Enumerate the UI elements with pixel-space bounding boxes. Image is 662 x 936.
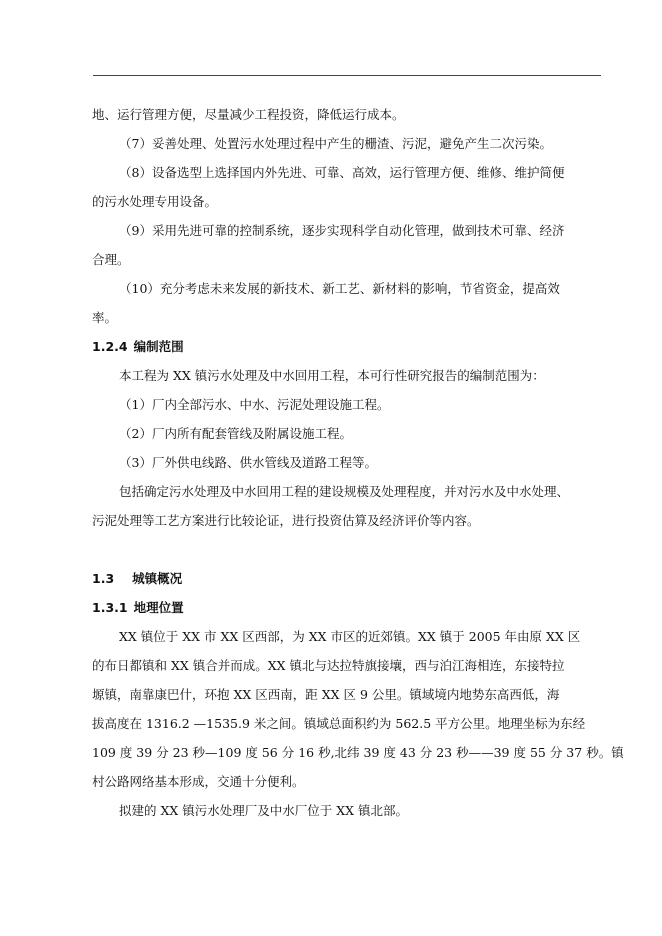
paragraph-line: （3）厂外供电线路、供水管线及道路工程等。 xyxy=(119,455,377,470)
paragraph-line: 的布日都镇和 XX 镇合并而成。XX 镇北与达拉特旗接壤，西与泊江海相连，东接特拉 xyxy=(92,658,565,673)
header-rule xyxy=(93,75,601,76)
section-heading-1-3 xyxy=(92,564,592,593)
paragraph-line: 的污水处理专用设备。 xyxy=(92,194,218,209)
paragraph-line: （7）妥善处理、处置污水处理过程中产生的栅渣、污泥，避免产生二次污染。 xyxy=(119,136,552,151)
paragraph-line: （8）设备选型上选择国内外先进、可靠、高效，运行管理方便、维修、维护简便 xyxy=(119,165,565,180)
paragraph-line: XX 镇位于 XX 市 XX 区西部，为 XX 市区的近郊镇。XX 镇于 2005 年由原 XX 区 xyxy=(119,629,581,644)
paragraph-line: 村公路网络基本形成，交通十分便利。 xyxy=(92,774,305,789)
paragraph-line: 109 度 39 分 23 秒—109 度 56 分 16 秒,北纬 39 度 43 分 23 秒——39 度 55 分 37 秒。镇 xyxy=(92,745,624,760)
paragraph-line: （10）充分考虑未来发展的新技术、新工艺、新材料的影响，节省资金，提高效 xyxy=(119,281,560,296)
section-heading-1-2-4 xyxy=(92,332,592,361)
paragraph-line: 率。 xyxy=(92,310,118,325)
paragraph-line: 拔高度在 1316.2 —1535.9 米之间。镇域总面积约为 562.5 平方公里。地理坐标为东经 xyxy=(92,716,586,731)
paragraph-line: 合理。 xyxy=(92,252,130,267)
section-title: 城镇概况 xyxy=(132,571,183,586)
section-number: 1.3.1 xyxy=(92,600,128,615)
section-number: 1.2.4 xyxy=(92,339,128,354)
paragraph-line: 拟建的 XX 镇污水处理厂及中水厂位于 XX 镇北部。 xyxy=(119,803,408,818)
paragraph-line: （1）厂内全部污水、中水、污泥处理设施工程。 xyxy=(119,397,390,412)
paragraph-line: 本工程为 XX 镇污水处理及中水回用工程，本可行性研究报告的编制范围为： xyxy=(119,368,545,383)
blank-line xyxy=(92,535,592,564)
section-number: 1.3 xyxy=(92,571,115,586)
paragraph-line: 塬镇，南靠康巴什，环抱 XX 区西南，距 XX 区 9 公里。镇域境内地势东高西低，海 xyxy=(92,687,560,702)
section-title: 编制范围 xyxy=(133,339,184,354)
paragraph-line: 污泥处理等工艺方案进行比较论证，进行投资估算及经济评价等内容。 xyxy=(92,513,480,528)
paragraph-line: （9）采用先进可靠的控制系统，逐步实现科学自动化管理，做到技术可靠、经济 xyxy=(119,223,565,238)
paragraph-line: 包括确定污水处理及中水回用工程的建设规模及处理程度，并对污水及中水处理、 xyxy=(119,484,570,499)
paragraph-line: （2）厂内所有配套管线及附属设施工程。 xyxy=(119,426,352,441)
section-heading-1-3-1 xyxy=(92,593,592,622)
paragraph-line: 地、运行管理方便，尽量减少工程投资，降低运行成本。 xyxy=(92,107,405,122)
section-title: 地理位置 xyxy=(133,600,184,615)
document-body xyxy=(92,100,624,825)
